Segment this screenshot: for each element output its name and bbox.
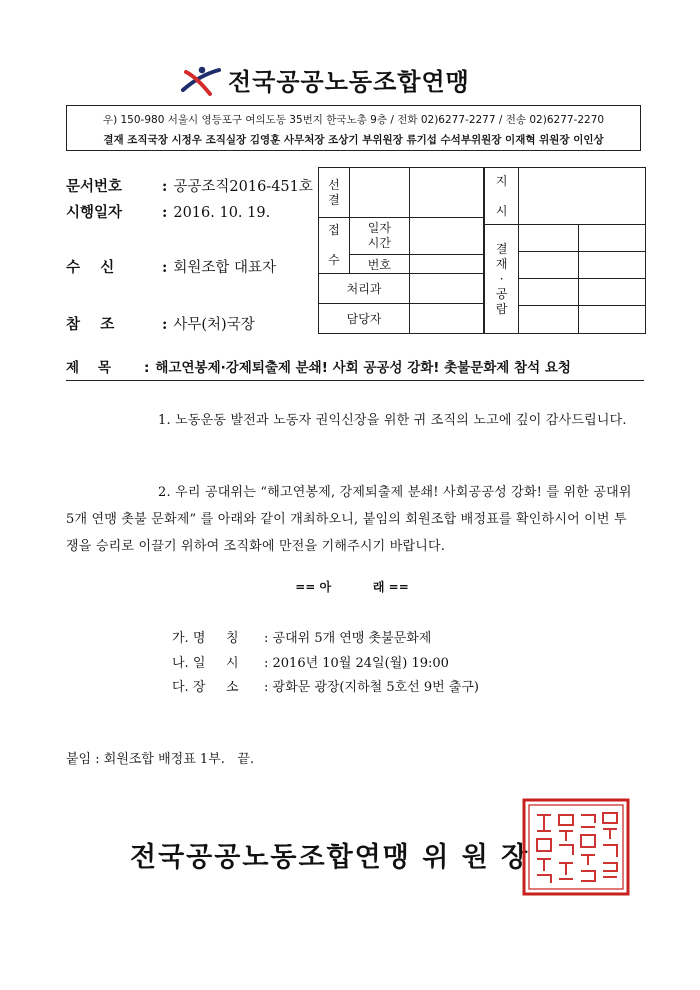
number-label-cell: 번호 (349, 255, 409, 274)
item-datetime: 나. 일 시 : 2016년 10월 24일(월) 19:00 (172, 656, 449, 671)
item-place: 다. 장 소 : 광화문 광장(지하철 5호선 9번 출구) (172, 680, 479, 695)
jeopsu-cell: 접 수 (319, 218, 350, 274)
doc-number-label: 문서번호 (66, 178, 123, 195)
subject-label: 제 목 (66, 360, 111, 376)
approval-signatories-line: 결재 조직국장 시정우 조직실장 김영훈 사무처장 조상기 부위원장 류기섭 수석부위원장 이재혁 위원장 이인상 (103, 134, 604, 146)
issue-date-value: 2016. 10. 19. (173, 205, 271, 221)
reference-label: 참 조 (66, 316, 115, 333)
person-in-charge-value-cell (410, 304, 484, 334)
person-in-charge-label-cell: 담당자 (319, 304, 410, 334)
recipient-row: 수 신 : 회원조합 대표자 (66, 256, 276, 277)
issue-date-row: 시행일자 : 2016. 10. 19. (66, 201, 270, 222)
org-logo (180, 62, 520, 102)
reference-row: 참 조 : 사무(처)국장 (66, 313, 255, 334)
attachment-note: 붙임 : 회원조합 배정표 1부. 끝. (66, 752, 254, 767)
approval-table (484, 167, 646, 334)
processing-dept-label-cell: 처리과 (319, 274, 410, 304)
address-line: 우) 150-980 서울시 영등포구 여의도동 35번지 한국노총 9층 / 전화 02)6277-2277 / 전송 02)6277-2270 (102, 114, 605, 126)
reference-value: 사무(처)국장 (173, 317, 255, 333)
subject-text: 해고연봉제·강제퇴출제 분쇄! 사회 공공성 강화! 촛불문화제 참석 요청 (155, 360, 571, 376)
address-box (66, 105, 641, 151)
union-logo-icon (180, 64, 222, 98)
approval-review-label-cell: 결 재 · 공 람 (485, 225, 519, 334)
doc-number-row: 문서번호 : 공공조직2016-451호 (66, 175, 313, 196)
seon-gyeol-cell: 선 결 (319, 168, 350, 218)
number-value-cell (410, 255, 484, 274)
paragraph-1: 1. 노동운동 발전과 노동자 권익신장을 위한 귀 조직의 노고에 깊이 감사드립니다. (158, 413, 627, 428)
org-title: 전국공공노동조합연맹 (228, 68, 470, 96)
date-time-label-cell: 일자 시간 (349, 218, 409, 255)
official-seal-icon (521, 797, 631, 897)
recipient-label: 수 신 (66, 259, 115, 276)
doc-number-value: 공공조직2016-451호 (173, 179, 313, 195)
issue-date-label: 시행일자 (66, 204, 123, 221)
seon-gyeol-slot-2 (410, 168, 484, 218)
subject-row: 제 목 : 해고연봉제·강제퇴출제 분쇄! 사회 공공성 강화! 촛불문화제 참석 요청 (66, 356, 644, 381)
directive-label-cell: 지 시 (485, 168, 519, 225)
seon-gyeol-slot-1 (349, 168, 409, 218)
receipt-table (318, 167, 484, 334)
item-name: 가. 명 칭 : 공대위 5개 연맹 촛불문화제 (172, 631, 432, 646)
paragraph-2: 2. 우리 공대위는 “해고연봉제, 강제퇴출제 분쇄! 사회공공성 강화! 를 위한 공대위 5개 연맹 촛불 문화제” 를 아래와 같이 개최하오니, 붙임의 회원조합 배정표를 확인하시어 이번 투쟁을 승리로 이끌기 위하여 조직화에 만전을 기해주시기 바랍니다. (66, 485, 632, 554)
recipient-value: 회원조합 대표자 (173, 260, 277, 276)
directive-value-cell (519, 168, 646, 225)
processing-dept-value-cell (410, 274, 484, 304)
date-time-value-cell (410, 218, 484, 255)
closing-signature: 전국공공노동조합연맹 위 원 장 (130, 842, 530, 873)
below-heading: == 아 래 == (295, 580, 409, 594)
